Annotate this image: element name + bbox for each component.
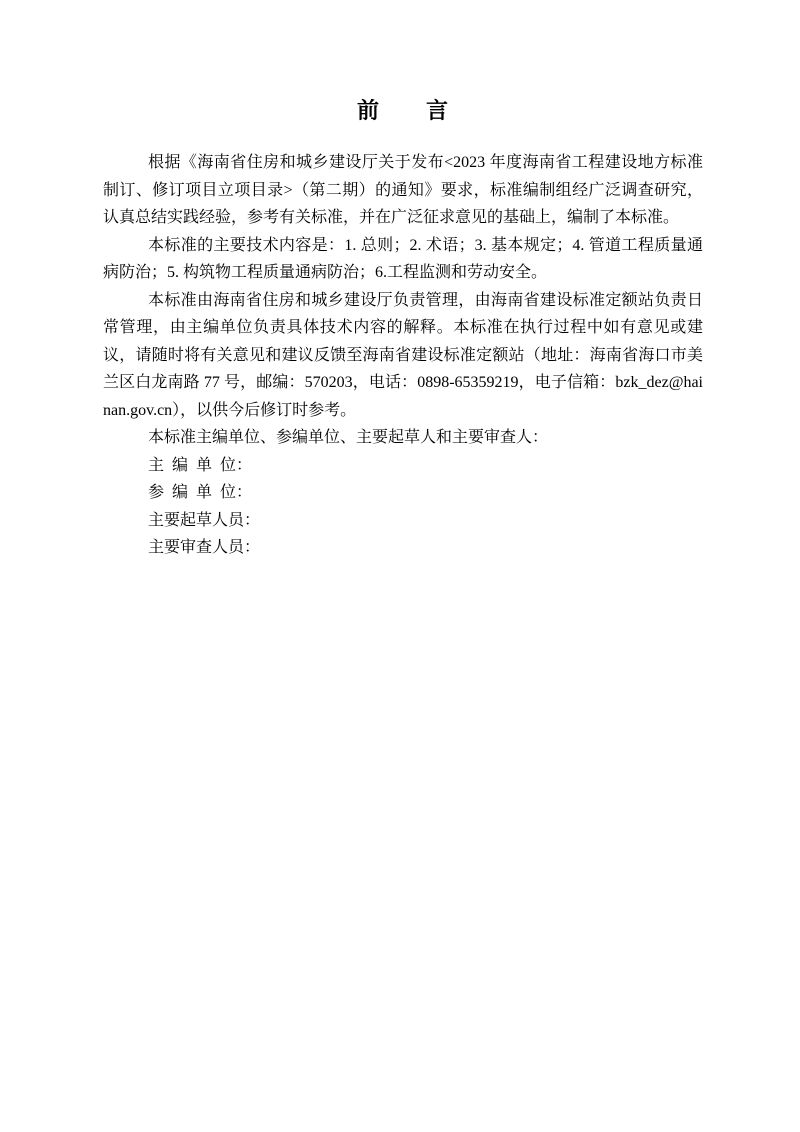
paragraph-credits-intro: 本标准主编单位、参编单位、主要起草人和主要审查人： <box>148 429 549 446</box>
page-title: 前 言 <box>356 98 449 123</box>
main-drafters-label: 主要起草人员： <box>148 511 261 529</box>
paragraph-basis: 根据《海南省住房和城乡建设厅关于发布<2023 年度海南省工程建设地方标准制订、修订项目立项目录>（第二期）的通知》要求，标准编制组经广泛调查研究，认真总结实践经验，参考有关标准，并在广泛征求意见的基础上，编制了本标准。 <box>103 154 703 226</box>
paragraph-technical-contents: 本标准的主要技术内容是：1. 总则；2. 术语；3. 基本规定；4. 管道工程质量通病防治；5. 构筑物工程质量通病防治；6.工程监测和劳动安全。 <box>103 236 703 281</box>
chief-editing-unit-label: 主 编 单 位： <box>148 456 253 474</box>
participating-unit-label: 参 编 单 位： <box>148 484 253 501</box>
main-reviewers-label: 主要审查人员： <box>148 539 261 556</box>
paragraph-management-contact: 本标准由海南省住房和城乡建设厅负责管理，由海南省建设标准定额站负责日常管理，由主编单位负责具体技术内容的解释。本标准在执行过程中如有意见或建议，请随时将有关意见和建议反馈至海南省建设标准定额站（地址：海南省海口市美兰区白龙南路 77 号，邮编：570203，电话：0898-65359219，电子信箱：bzk_dez@hainan.gov.cn），以供今后修订时参考。 <box>103 291 703 419</box>
